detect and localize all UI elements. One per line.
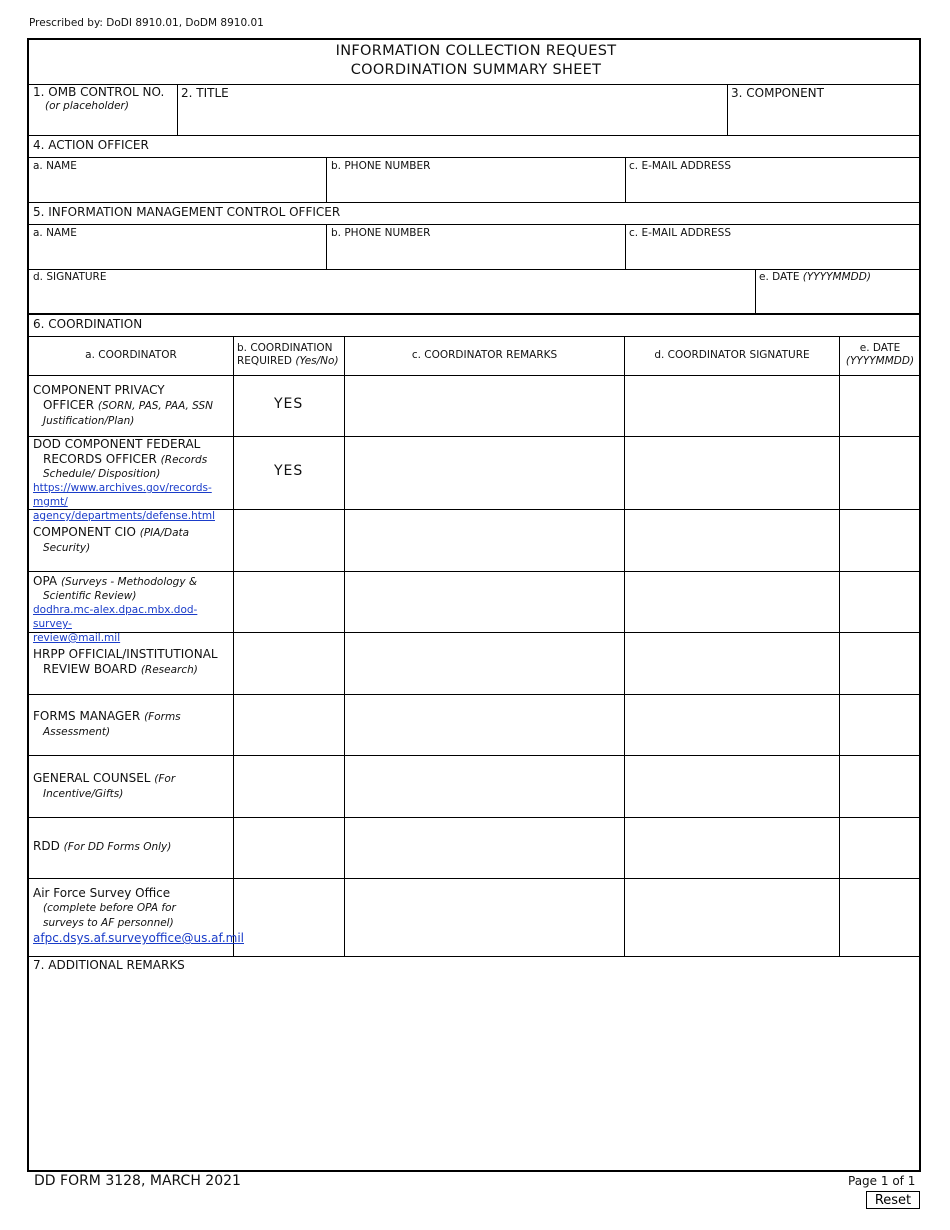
coordination-section-label: 6. COORDINATION (33, 317, 143, 331)
reset-button[interactable]: Reset (866, 1191, 920, 1209)
coordinator-records-officer: DOD COMPONENT FEDERAL RECORDS OFFICER (Records Schedule/ Disposition) https://www.archives.gov/records-mgmt/ agency/departments/defense.html (33, 437, 215, 522)
prescribed-by: Prescribed by: DoDI 8910.01, DoDM 8910.01 (29, 17, 264, 29)
records-required-value[interactable]: YES (274, 463, 304, 479)
coordinator-forms-manager: FORMS MANAGER (Forms Assessment) (33, 709, 181, 738)
coordinator-privacy-officer: COMPONENT PRIVACY OFFICER (SORN, PAS, PAA, SSN Justification/Plan) (33, 383, 213, 427)
af-survey-email-link[interactable]: afpc.dsys.af.surveyoffice@us.af.mil (33, 931, 245, 945)
coordination-form (27, 38, 921, 1172)
coordinator-air-force-survey: Air Force Survey Office (complete before OPA for surveys to AF personnel) afpc.dsys.af.surveyoffice@us.af.mil (33, 886, 245, 945)
coordinator-rdd: RDD (For DD Forms Only) (33, 839, 172, 853)
additional-remarks-label: 7. ADDITIONAL REMARKS (33, 958, 185, 972)
omb-control-label: 1. OMB CONTROL NO. (33, 85, 165, 99)
col-header-date: e. DATE (YYYYMMDD) (845, 342, 915, 367)
ao-name-label: a. NAME (33, 160, 77, 172)
records-schedule-link[interactable]: https://www.archives.gov/records-mgmt/ (33, 482, 212, 508)
col-header-signature: d. COORDINATOR SIGNATURE (654, 349, 810, 361)
opa-email-link[interactable]: dodhra.mc-alex.dpac.mbx.dod-survey- (33, 604, 198, 630)
col-header-required: b. COORDINATION REQUIRED (Yes/No) (237, 342, 339, 367)
form-title-line2: COORDINATION SUMMARY SHEET (350, 62, 602, 78)
omb-control-note: (or placeholder) (45, 100, 129, 112)
coordinator-opa: OPA (Surveys - Methodology & Scientific Review) dodhra.mc-alex.dpac.mbx.dod-survey- review@mail.mil (33, 574, 198, 644)
coordinator-component-cio: COMPONENT CIO (PIA/Data Security) (33, 525, 190, 554)
page-indicator: Page 1 of 1 (848, 1174, 916, 1188)
coordinator-hrpp-irb: HRPP OFFICIAL/INSTITUTIONAL REVIEW BOARD (Research) (33, 647, 218, 676)
imco-label: 5. INFORMATION MANAGEMENT CONTROL OFFICER (33, 205, 341, 219)
opa-email-link-cont[interactable]: review@mail.mil (33, 632, 121, 644)
imco-date-label: e. DATE (YYYYMMDD) (759, 271, 871, 283)
records-schedule-link-cont[interactable]: agency/departments/defense.html (33, 510, 215, 522)
imco-email-label: c. E-MAIL ADDRESS (629, 227, 732, 239)
imco-phone-label: b. PHONE NUMBER (331, 227, 431, 239)
imco-signature-label: d. SIGNATURE (33, 271, 107, 283)
action-officer-label: 4. ACTION OFFICER (33, 138, 149, 152)
coordinator-general-counsel: GENERAL COUNSEL (For Incentive/Gifts) (33, 771, 176, 800)
form-number: DD FORM 3128, MARCH 2021 (34, 1173, 241, 1189)
imco-name-label: a. NAME (33, 227, 77, 239)
component-label: 3. COMPONENT (731, 86, 824, 100)
form-title-line1: INFORMATION COLLECTION REQUEST (335, 43, 617, 59)
ao-email-label: c. E-MAIL ADDRESS (629, 160, 732, 172)
col-header-coordinator: a. COORDINATOR (85, 349, 177, 361)
ao-phone-label: b. PHONE NUMBER (331, 160, 431, 172)
privacy-required-value[interactable]: YES (274, 396, 304, 412)
col-header-remarks: c. COORDINATOR REMARKS (411, 349, 558, 361)
title-label: 2. TITLE (181, 86, 229, 100)
